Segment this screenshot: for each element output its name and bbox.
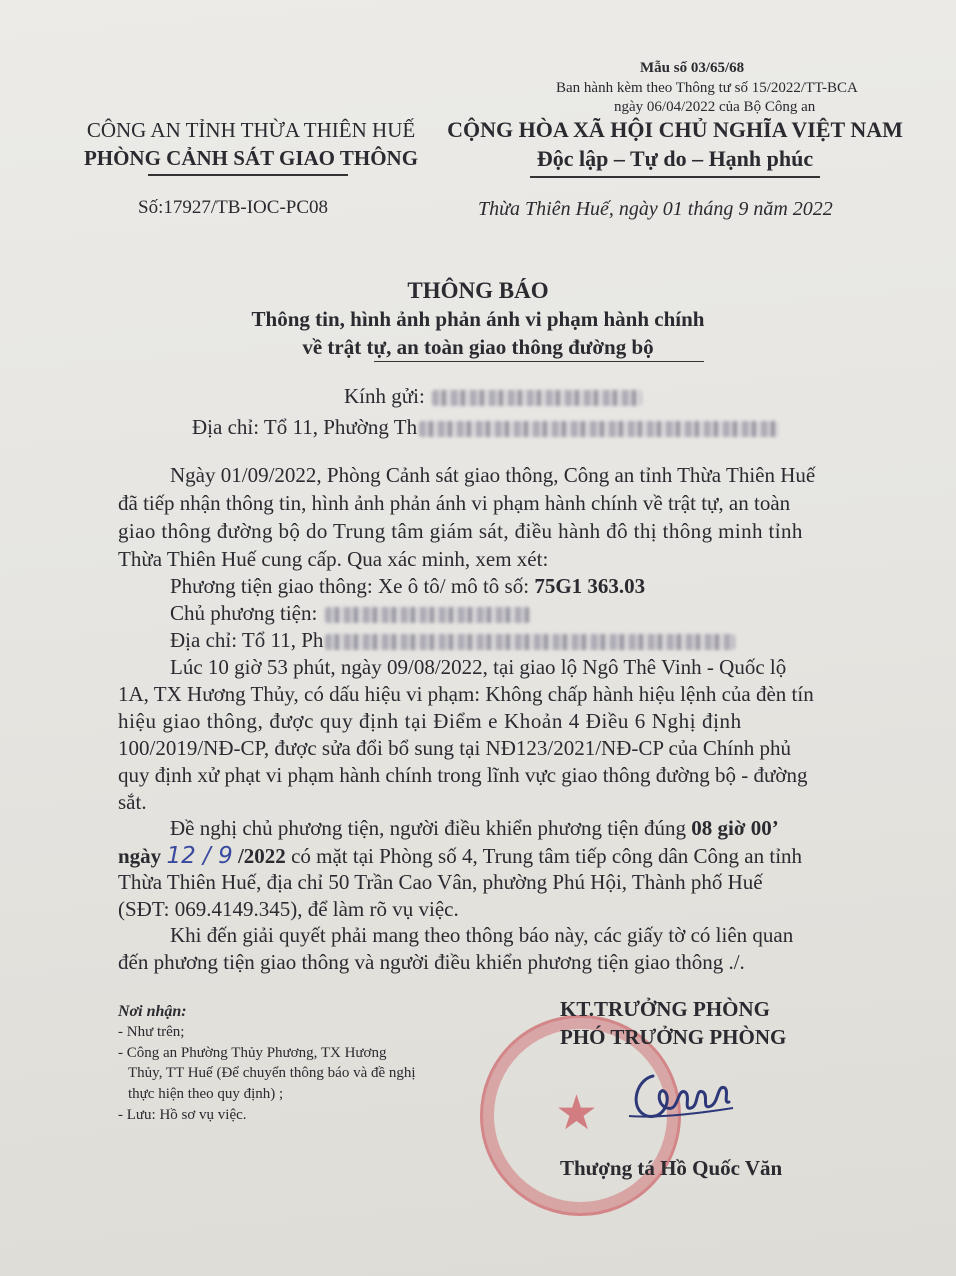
paragraph-3-text: Đề nghị chủ phương tiện, người điều khiển phương tiện đúng [170, 816, 692, 840]
redacted-owner [325, 607, 530, 623]
appointment-time: 08 giờ 00’ [691, 816, 779, 840]
paragraph-2-line-3: hiệu giao thông, được quy định tại Điểm e Khoản 4 Điều 6 Nghị định [118, 709, 742, 733]
recipient-address-line [192, 415, 779, 440]
appointment-place: có mặt tại Phòng số 4, Trung tâm tiếp công dân Công an tỉnh [285, 844, 803, 868]
document-subtitle-2: về trật tự, an toàn giao thông đường bộ [302, 335, 654, 359]
signature-title-2: PHÓ TRƯỞNG PHÒNG [560, 1025, 787, 1049]
recipient-label: Kính gửi: [344, 384, 425, 408]
owner-label: Chủ phương tiện: [170, 601, 318, 625]
paragraph-2-line-4: 100/2019/NĐ-CP, được sửa đổi bổ sung tại NĐ123/2021/NĐ-CP của Chính phủ [118, 736, 791, 760]
document-number: Số:17927/TB-IOC-PC08 [138, 197, 329, 218]
recipients-item-2b: Thủy, TT Huế (Để chuyển thông báo và đề nghị [128, 1065, 416, 1081]
place-date: Thừa Thiên Huế, ngày 01 tháng 9 năm 2022 [478, 198, 833, 220]
paragraph-4-line-1: Khi đến giải quyết phải mang theo thông báo này, các giấy tờ có liên quan [170, 923, 794, 947]
paragraph-3-line-1 [170, 816, 779, 841]
vehicle-label: Phương tiện giao thông: Xe ô tô/ mô tô số: [170, 574, 535, 598]
paragraph-2-line-5: quy định xử phạt vi phạm hành chính trong lĩnh vực giao thông đường bộ - đường [118, 763, 808, 787]
owner-address-label: Địa chỉ: Tổ 11, Ph [170, 628, 324, 652]
paragraph-3-line-4: (SĐT: 069.4149.345), để làm rõ vụ việc. [118, 897, 459, 921]
redacted-address [419, 421, 779, 437]
document-subtitle-1: Thông tin, hình ảnh phản ánh vi phạm hành chính [251, 307, 705, 331]
signer-name: Thượng tá Hồ Quốc Văn [560, 1156, 783, 1180]
redacted-name [432, 390, 642, 406]
paragraph-3-line-3: Thừa Thiên Huế, địa chỉ 50 Trần Cao Vân, phường Phú Hội, Thành phố Huế [118, 870, 763, 894]
recipient-address-label: Địa chỉ: Tổ 11, Phường Th [192, 415, 418, 439]
paragraph-2-line-6: sắt. [118, 790, 147, 814]
motto-underline [530, 176, 820, 178]
motto: Độc lập – Tự do – Hạnh phúc [536, 146, 814, 171]
form-code: Mẫu số 03/65/68 [640, 60, 745, 76]
org-underline [148, 174, 348, 176]
owner-address-line [170, 628, 735, 653]
redacted-owner-address [325, 634, 735, 650]
paragraph-1-line-1: Ngày 01/09/2022, Phòng Cảnh sát giao thông, Công an tỉnh Thừa Thiên Huế [170, 463, 816, 487]
form-note-1: Ban hành kèm theo Thông tư số 15/2022/TT-BCA [556, 80, 858, 96]
title-underline [374, 361, 704, 362]
paragraph-2-line-1: Lúc 10 giờ 53 phút, ngày 09/08/2022, tại giao lộ Ngô Thê Vinh - Quốc lộ [170, 655, 787, 679]
vehicle-line [170, 574, 645, 599]
appointment-year: /2022 [237, 844, 286, 868]
recipients-item-1: - Như trên; [118, 1024, 185, 1040]
org-unit: PHÒNG CẢNH SÁT GIAO THÔNG [83, 146, 419, 170]
recipients-item-2c: thực hiện theo quy định) ; [128, 1086, 284, 1102]
vehicle-plate: 75G1 363.03 [534, 574, 646, 598]
signature-title-1: KT.TRƯỞNG PHÒNG [560, 997, 770, 1021]
recipients-item-2a: - Công an Phường Thủy Phương, TX Hương [118, 1045, 387, 1061]
recipient-line [344, 384, 642, 409]
handwritten-date: 12 / 9 [166, 843, 233, 869]
appointment-day-label: ngày [118, 844, 162, 868]
paragraph-1-line-2: đã tiếp nhận thông tin, hình ảnh phản ánh vi phạm hành chính về trật tự, an toàn [118, 491, 791, 515]
paragraph-3-line-2 [118, 843, 802, 869]
paragraph-4-line-2: đến phương tiện giao thông và người điều khiển phương tiện giao thông ./. [118, 950, 745, 974]
recipients-heading: Nơi nhận: [118, 1003, 187, 1020]
recipients-item-3: - Lưu: Hồ sơ vụ việc. [118, 1107, 247, 1123]
paragraph-1-line-4: Thừa Thiên Huế cung cấp. Qua xác minh, xem xét: [118, 547, 549, 571]
paragraph-1-line-3: giao thông đường bộ do Trung tâm giám sát, điều hành đô thị thông minh tỉnh [118, 519, 803, 543]
country-name: CỘNG HÒA XÃ HỘI CHỦ NGHĨA VIỆT NAM [447, 117, 903, 142]
owner-line [170, 601, 530, 626]
seal-star-icon: ★ [555, 1085, 599, 1141]
paragraph-2-line-2: 1A, TX Hương Thủy, có dấu hiệu vi phạm: Không chấp hành hiệu lệnh của đèn tín [118, 682, 814, 706]
form-note-2: ngày 06/04/2022 của Bộ Công an [614, 99, 816, 115]
org-parent: CÔNG AN TỈNH THỪA THIÊN HUẾ [86, 118, 416, 142]
document-title: THÔNG BÁO [407, 278, 549, 303]
handwritten-signature [625, 1058, 735, 1128]
